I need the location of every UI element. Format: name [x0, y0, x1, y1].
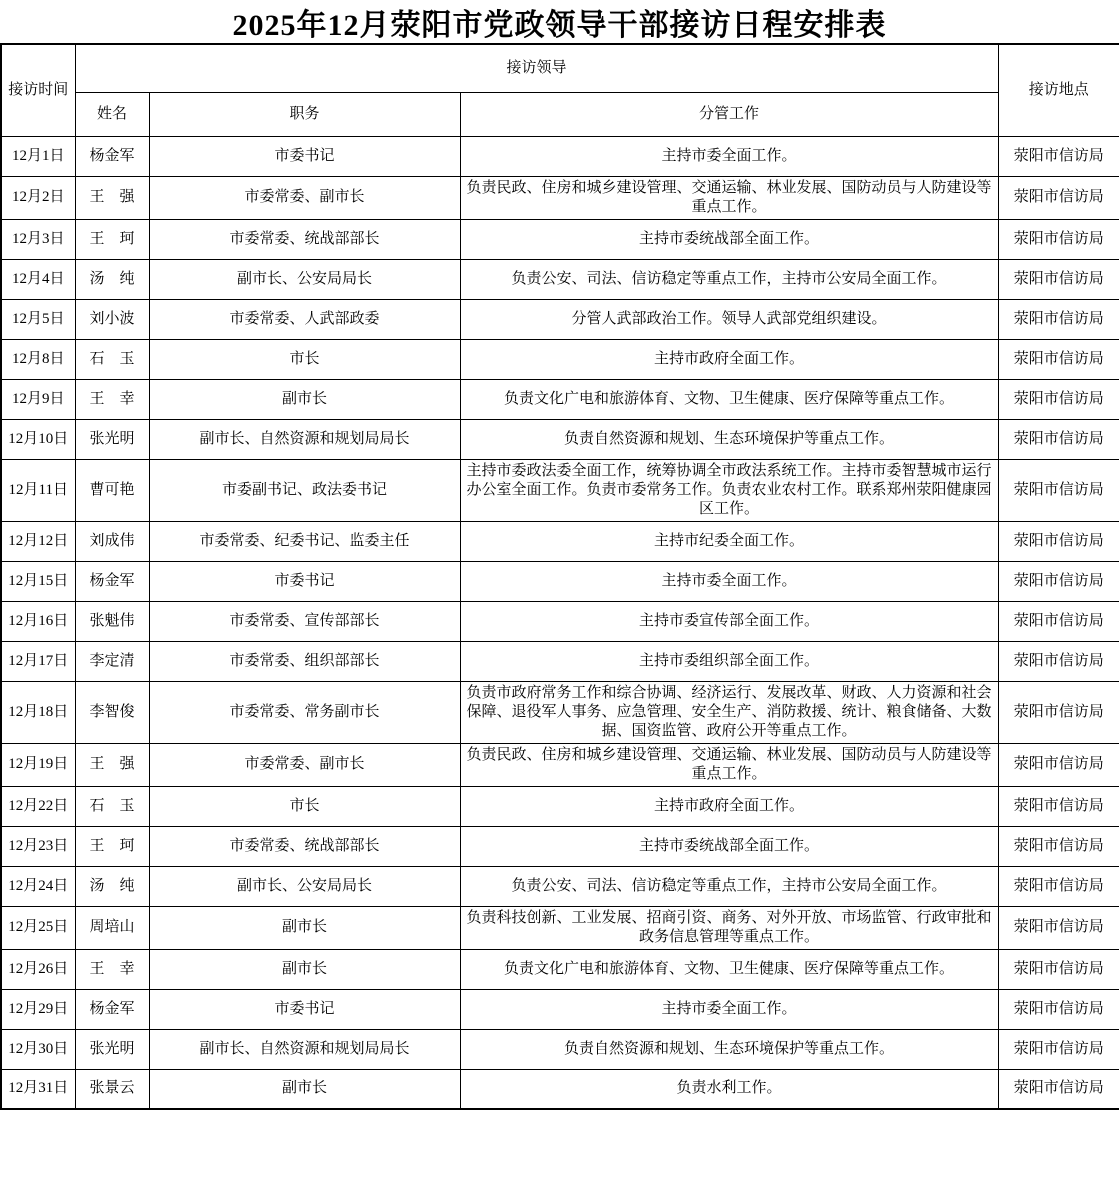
duties-cell: 主持市委统战部全面工作。	[460, 219, 998, 259]
position-cell: 市长	[149, 786, 460, 826]
duties-cell: 主持市委统战部全面工作。	[460, 826, 998, 866]
leader-name-cell: 王 强	[75, 743, 149, 786]
leader-name-cell: 曹可艳	[75, 459, 149, 521]
table-row	[1, 176, 1119, 219]
duties-cell: 主持市委全面工作。	[460, 989, 998, 1029]
header-duties: 分管工作	[460, 92, 998, 136]
visit-date-cell: 12月10日	[1, 419, 75, 459]
header-visit-time: 接访时间	[1, 44, 75, 136]
table-row	[1, 521, 1119, 561]
visit-date-cell: 12月18日	[1, 681, 75, 743]
duties-cell: 主持市政府全面工作。	[460, 786, 998, 826]
visit-date-cell: 12月26日	[1, 949, 75, 989]
duties-cell: 主持市纪委全面工作。	[460, 521, 998, 561]
table-row	[1, 136, 1119, 176]
duties-cell: 主持市委组织部全面工作。	[460, 641, 998, 681]
location-cell: 荥阳市信访局	[998, 866, 1119, 906]
duties-cell: 负责科技创新、工业发展、招商引资、商务、对外开放、市场监管、行政审批和政务信息管理等重点工作。	[460, 906, 998, 949]
position-cell: 市委常委、统战部部长	[149, 219, 460, 259]
location-cell: 荥阳市信访局	[998, 521, 1119, 561]
location-cell: 荥阳市信访局	[998, 419, 1119, 459]
header-position: 职务	[149, 92, 460, 136]
table-row	[1, 459, 1119, 521]
duties-cell: 负责公安、司法、信访稳定等重点工作，主持市公安局全面工作。	[460, 866, 998, 906]
position-cell: 市委常委、常务副市长	[149, 681, 460, 743]
visit-date-cell: 12月8日	[1, 339, 75, 379]
position-cell: 副市长、公安局局长	[149, 866, 460, 906]
table-row	[1, 826, 1119, 866]
location-cell: 荥阳市信访局	[998, 743, 1119, 786]
table-row	[1, 681, 1119, 743]
leader-name-cell: 王 强	[75, 176, 149, 219]
position-cell: 副市长、公安局局长	[149, 259, 460, 299]
table-row	[1, 949, 1119, 989]
table-row	[1, 906, 1119, 949]
visit-date-cell: 12月1日	[1, 136, 75, 176]
visit-date-cell: 12月11日	[1, 459, 75, 521]
duties-cell: 负责自然资源和规划、生态环境保护等重点工作。	[460, 419, 998, 459]
location-cell: 荥阳市信访局	[998, 786, 1119, 826]
location-cell: 荥阳市信访局	[998, 219, 1119, 259]
duties-cell: 负责民政、住房和城乡建设管理、交通运输、林业发展、国防动员与人防建设等重点工作。	[460, 743, 998, 786]
visit-date-cell: 12月29日	[1, 989, 75, 1029]
visit-date-cell: 12月4日	[1, 259, 75, 299]
leader-name-cell: 王 幸	[75, 949, 149, 989]
leader-name-cell: 石 玉	[75, 339, 149, 379]
visit-date-cell: 12月19日	[1, 743, 75, 786]
leader-name-cell: 汤 纯	[75, 259, 149, 299]
duties-cell: 主持市委全面工作。	[460, 136, 998, 176]
table-row	[1, 419, 1119, 459]
leader-name-cell: 李定清	[75, 641, 149, 681]
visit-date-cell: 12月17日	[1, 641, 75, 681]
visit-date-cell: 12月3日	[1, 219, 75, 259]
visit-date-cell: 12月25日	[1, 906, 75, 949]
table-row	[1, 1069, 1119, 1109]
position-cell: 市委常委、统战部部长	[149, 826, 460, 866]
table-row	[1, 601, 1119, 641]
leader-name-cell: 杨金军	[75, 561, 149, 601]
location-cell: 荥阳市信访局	[998, 459, 1119, 521]
leader-name-cell: 刘成伟	[75, 521, 149, 561]
location-cell: 荥阳市信访局	[998, 681, 1119, 743]
leader-name-cell: 王 珂	[75, 219, 149, 259]
position-cell: 市委书记	[149, 561, 460, 601]
visit-date-cell: 12月22日	[1, 786, 75, 826]
table-row	[1, 641, 1119, 681]
location-cell: 荥阳市信访局	[998, 176, 1119, 219]
duties-cell: 负责民政、住房和城乡建设管理、交通运输、林业发展、国防动员与人防建设等重点工作。	[460, 176, 998, 219]
location-cell: 荥阳市信访局	[998, 561, 1119, 601]
location-cell: 荥阳市信访局	[998, 299, 1119, 339]
leader-name-cell: 刘小波	[75, 299, 149, 339]
duties-cell: 主持市委宣传部全面工作。	[460, 601, 998, 641]
location-cell: 荥阳市信访局	[998, 339, 1119, 379]
visit-date-cell: 12月30日	[1, 1029, 75, 1069]
duties-cell: 主持市委政法委全面工作，统筹协调全市政法系统工作。主持市委智慧城市运行办公室全面工作。负责市委常务工作。负责农业农村工作。联系郑州荥阳健康园区工作。	[460, 459, 998, 521]
table-row	[1, 299, 1119, 339]
leader-name-cell: 李智俊	[75, 681, 149, 743]
position-cell: 副市长、自然资源和规划局局长	[149, 1029, 460, 1069]
position-cell: 市委常委、纪委书记、监委主任	[149, 521, 460, 561]
location-cell: 荥阳市信访局	[998, 906, 1119, 949]
position-cell: 市委常委、人武部政委	[149, 299, 460, 339]
position-cell: 副市长	[149, 1069, 460, 1109]
table-row	[1, 259, 1119, 299]
duties-cell: 主持市政府全面工作。	[460, 339, 998, 379]
position-cell: 副市长	[149, 379, 460, 419]
position-cell: 市委常委、宣传部部长	[149, 601, 460, 641]
position-cell: 副市长、自然资源和规划局局长	[149, 419, 460, 459]
leader-name-cell: 石 玉	[75, 786, 149, 826]
table-row	[1, 866, 1119, 906]
position-cell: 市委常委、副市长	[149, 176, 460, 219]
location-cell: 荥阳市信访局	[998, 379, 1119, 419]
leader-name-cell: 张光明	[75, 419, 149, 459]
duties-cell: 负责水利工作。	[460, 1069, 998, 1109]
leader-name-cell: 汤 纯	[75, 866, 149, 906]
table-row	[1, 1029, 1119, 1069]
position-cell: 副市长	[149, 949, 460, 989]
visit-date-cell: 12月15日	[1, 561, 75, 601]
table-row	[1, 339, 1119, 379]
visit-date-cell: 12月12日	[1, 521, 75, 561]
header-visit-leader: 接访领导	[75, 44, 998, 92]
table-row	[1, 561, 1119, 601]
duties-cell: 负责自然资源和规划、生态环境保护等重点工作。	[460, 1029, 998, 1069]
leader-name-cell: 周培山	[75, 906, 149, 949]
position-cell: 市委常委、组织部部长	[149, 641, 460, 681]
duties-cell: 主持市委全面工作。	[460, 561, 998, 601]
duties-cell: 分管人武部政治工作。领导人武部党组织建设。	[460, 299, 998, 339]
leader-name-cell: 杨金军	[75, 989, 149, 1029]
header-name: 姓名	[75, 92, 149, 136]
leader-name-cell: 张景云	[75, 1069, 149, 1109]
duties-cell: 负责文化广电和旅游体育、文物、卫生健康、医疗保障等重点工作。	[460, 379, 998, 419]
position-cell: 市委常委、副市长	[149, 743, 460, 786]
duties-cell: 负责文化广电和旅游体育、文物、卫生健康、医疗保障等重点工作。	[460, 949, 998, 989]
table-row	[1, 743, 1119, 786]
position-cell: 市委副书记、政法委书记	[149, 459, 460, 521]
page-title: 2025年12月荥阳市党政领导干部接访日程安排表	[232, 8, 887, 42]
schedule-table	[0, 43, 1119, 1110]
table-body	[1, 136, 1119, 1109]
leader-name-cell: 张光明	[75, 1029, 149, 1069]
duties-cell: 负责公安、司法、信访稳定等重点工作，主持市公安局全面工作。	[460, 259, 998, 299]
location-cell: 荥阳市信访局	[998, 641, 1119, 681]
location-cell: 荥阳市信访局	[998, 259, 1119, 299]
leader-name-cell: 张魁伟	[75, 601, 149, 641]
location-cell: 荥阳市信访局	[998, 1069, 1119, 1109]
visit-date-cell: 12月9日	[1, 379, 75, 419]
table-row	[1, 786, 1119, 826]
position-cell: 市委书记	[149, 136, 460, 176]
location-cell: 荥阳市信访局	[998, 136, 1119, 176]
visit-date-cell: 12月23日	[1, 826, 75, 866]
visit-date-cell: 12月5日	[1, 299, 75, 339]
header-visit-location: 接访地点	[998, 44, 1119, 136]
visit-date-cell: 12月16日	[1, 601, 75, 641]
visit-date-cell: 12月31日	[1, 1069, 75, 1109]
position-cell: 市长	[149, 339, 460, 379]
leader-name-cell: 王 珂	[75, 826, 149, 866]
position-cell: 副市长	[149, 906, 460, 949]
visit-date-cell: 12月2日	[1, 176, 75, 219]
table-row	[1, 989, 1119, 1029]
leader-name-cell: 王 幸	[75, 379, 149, 419]
location-cell: 荥阳市信访局	[998, 989, 1119, 1029]
visit-date-cell: 12月24日	[1, 866, 75, 906]
leader-name-cell: 杨金军	[75, 136, 149, 176]
position-cell: 市委书记	[149, 989, 460, 1029]
location-cell: 荥阳市信访局	[998, 826, 1119, 866]
table-row	[1, 379, 1119, 419]
location-cell: 荥阳市信访局	[998, 949, 1119, 989]
location-cell: 荥阳市信访局	[998, 601, 1119, 641]
location-cell: 荥阳市信访局	[998, 1029, 1119, 1069]
table-row	[1, 219, 1119, 259]
duties-cell: 负责市政府常务工作和综合协调、经济运行、发展改革、财政、人力资源和社会保障、退役军人事务、应急管理、安全生产、消防救援、统计、粮食储备、大数据、国资监管、政府公开等重点工作。	[460, 681, 998, 743]
